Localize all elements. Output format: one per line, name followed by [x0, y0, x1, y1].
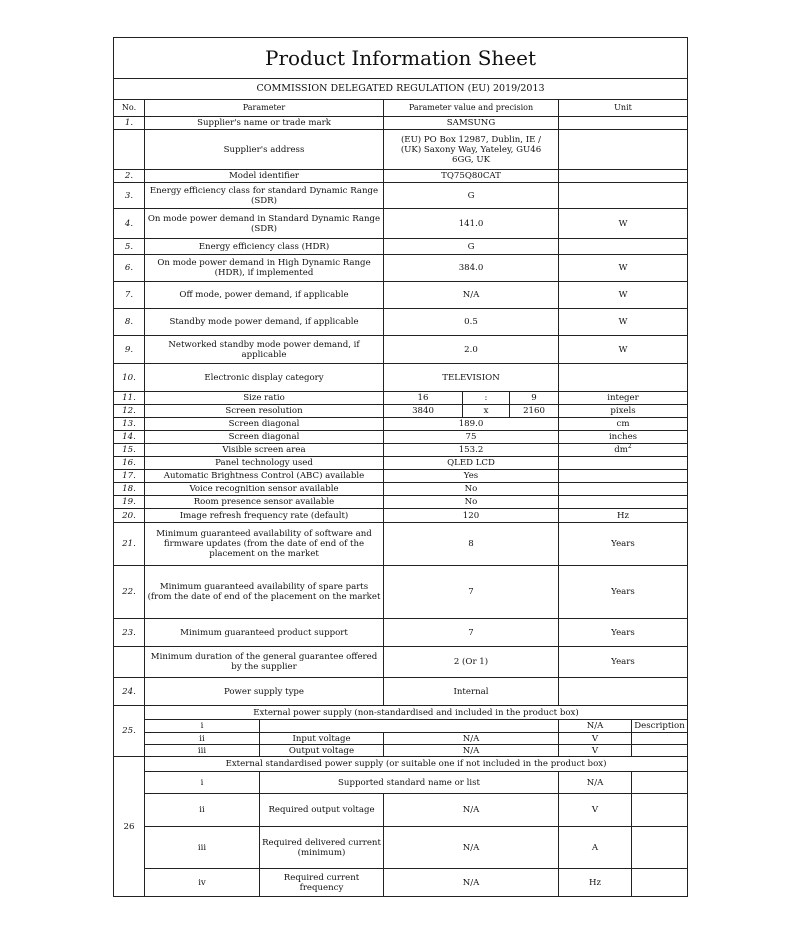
row-parameter: Image refresh frequency rate (default) [145, 509, 384, 523]
row-unit: pixels [559, 405, 688, 418]
sheet-title: Product Information Sheet [114, 38, 688, 79]
row-value: G [384, 239, 559, 255]
section-25-label: Input voltage [260, 733, 384, 745]
header-unit: Unit [559, 100, 688, 117]
section-25-label [260, 720, 559, 733]
row-parameter: On mode power demand in Standard Dynamic Range (SDR) [145, 209, 384, 239]
row-value: No [384, 496, 559, 509]
section-26-index: ii [145, 794, 260, 827]
row-unit [559, 130, 688, 170]
section-26-label: Supported standard name or list [260, 772, 559, 794]
row-parameter: Size ratio [145, 392, 384, 405]
row-value: TELEVISION [384, 364, 559, 392]
info-table [113, 37, 688, 897]
row-parameter: On mode power demand in High Dynamic Range (HDR), if implemented [145, 255, 384, 282]
row-no: 2. [114, 170, 145, 183]
row-parameter: Minimum guaranteed availability of spare parts (from the date of end of the placement on the market [145, 566, 384, 619]
row-no: 1. [114, 117, 145, 130]
header-value: Parameter value and precision [384, 100, 559, 117]
section-25-index: ii [145, 733, 260, 745]
section-26-value: N/A [384, 869, 559, 897]
section-25-extra [632, 733, 688, 745]
row-parameter: Off mode, power demand, if applicable [145, 282, 384, 309]
section-26-value: N/A [384, 827, 559, 869]
row-value: Internal [384, 678, 559, 706]
unit-superscript: 2 [627, 443, 632, 451]
section-26-no: 26 [114, 757, 145, 897]
row-parameter: Energy efficiency class (HDR) [145, 239, 384, 255]
row-unit: integer [559, 392, 688, 405]
row-parameter: Automatic Brightness Control (ABC) available [145, 470, 384, 483]
row-unit [559, 117, 688, 130]
row-no [114, 647, 145, 678]
section-26-label: Required output voltage [260, 794, 384, 827]
row-no: 21. [114, 523, 145, 566]
row-no: 10. [114, 364, 145, 392]
section-25-index: i [145, 720, 260, 733]
row-parameter: Screen diagonal [145, 418, 384, 431]
row-no: 11. [114, 392, 145, 405]
section-25-label: Output voltage [260, 745, 384, 757]
ratio-width: 16 [384, 392, 463, 405]
row-unit: W [559, 336, 688, 364]
row-no: 24. [114, 678, 145, 706]
row-no: 9. [114, 336, 145, 364]
section-26-extra [632, 794, 688, 827]
section-26-index: iii [145, 827, 260, 869]
row-value: 384.0 [384, 255, 559, 282]
row-parameter: Room presence sensor available [145, 496, 384, 509]
section-26-value: N/A [384, 794, 559, 827]
row-value: Yes [384, 470, 559, 483]
row-no: 16. [114, 457, 145, 470]
row-parameter: Minimum guaranteed product support [145, 619, 384, 647]
row-value: 75 [384, 431, 559, 444]
row-unit [559, 170, 688, 183]
section-26-unit: Hz [559, 869, 632, 897]
row-unit [559, 470, 688, 483]
row-no: 6. [114, 255, 145, 282]
row-value: G [384, 183, 559, 209]
section-26-heading: External standardised power supply (or suitable one if not included in the product box) [145, 757, 688, 772]
row-unit: Years [559, 566, 688, 619]
section-26-index: iv [145, 869, 260, 897]
row-value: SAMSUNG [384, 117, 559, 130]
row-no: 14. [114, 431, 145, 444]
unit-text: dm [614, 445, 628, 455]
row-value: 2 (Or 1) [384, 647, 559, 678]
row-no: 20. [114, 509, 145, 523]
row-unit: Hz [559, 509, 688, 523]
section-25-heading: External power supply (non-standardised and included in the product box) [145, 706, 688, 720]
row-value: No [384, 483, 559, 496]
row-unit: Years [559, 523, 688, 566]
row-value: 189.0 [384, 418, 559, 431]
section-26-unit: A [559, 827, 632, 869]
section-26-value: N/A [559, 772, 632, 794]
row-no: 5. [114, 239, 145, 255]
row-unit [559, 496, 688, 509]
row-unit: Years [559, 647, 688, 678]
row-no: 15. [114, 444, 145, 457]
section-25-no: 25. [114, 706, 145, 757]
row-no: 12. [114, 405, 145, 418]
row-unit: Years [559, 619, 688, 647]
row-value: 7 [384, 619, 559, 647]
row-parameter: Supplier's address [145, 130, 384, 170]
resolution-width: 3840 [384, 405, 463, 418]
row-parameter: Visible screen area [145, 444, 384, 457]
section-25-description: Description [632, 720, 688, 733]
section-25-value: N/A [559, 720, 632, 733]
section-25-extra [632, 745, 688, 757]
row-unit [559, 183, 688, 209]
row-value: (EU) PO Box 12987, Dublin, IE / (UK) Saxony Way, Yateley, GU46 6GG, UK [384, 130, 559, 170]
row-value: N/A [384, 282, 559, 309]
row-no: 7. [114, 282, 145, 309]
section-26-index: i [145, 772, 260, 794]
row-no: 13. [114, 418, 145, 431]
section-25-value: N/A [384, 733, 559, 745]
row-parameter: Screen resolution [145, 405, 384, 418]
row-parameter: Networked standby mode power demand, if applicable [145, 336, 384, 364]
section-25-unit: V [559, 733, 632, 745]
row-no: 8. [114, 309, 145, 336]
row-unit: W [559, 309, 688, 336]
ratio-height: 9 [510, 392, 559, 405]
ratio-separator: : [463, 392, 510, 405]
row-value: 120 [384, 509, 559, 523]
row-parameter: Panel technology used [145, 457, 384, 470]
section-26-extra [632, 869, 688, 897]
resolution-separator: x [463, 405, 510, 418]
section-25-index: iii [145, 745, 260, 757]
row-value: QLED LCD [384, 457, 559, 470]
row-value: 8 [384, 523, 559, 566]
section-26-extra [632, 772, 688, 794]
row-parameter: Electronic display category [145, 364, 384, 392]
resolution-height: 2160 [510, 405, 559, 418]
section-26-extra [632, 827, 688, 869]
regulation-heading: COMMISSION DELEGATED REGULATION (EU) 2019/2013 [114, 79, 688, 100]
row-parameter: Power supply type [145, 678, 384, 706]
row-unit [559, 483, 688, 496]
row-no: 17. [114, 470, 145, 483]
header-parameter: Parameter [145, 100, 384, 117]
row-value: 7 [384, 566, 559, 619]
row-unit [559, 239, 688, 255]
row-no: 3. [114, 183, 145, 209]
row-unit [559, 678, 688, 706]
row-unit: W [559, 255, 688, 282]
row-no: 23. [114, 619, 145, 647]
row-unit: W [559, 282, 688, 309]
row-value: 141.0 [384, 209, 559, 239]
row-parameter: Minimum duration of the general guarantee offered by the supplier [145, 647, 384, 678]
row-value: TQ75Q80CAT [384, 170, 559, 183]
row-unit [559, 457, 688, 470]
row-parameter: Voice recognition sensor available [145, 483, 384, 496]
row-unit [559, 444, 688, 457]
section-26-unit: V [559, 794, 632, 827]
section-26-label: Required delivered current (minimum) [260, 827, 384, 869]
row-value: 153.2 [384, 444, 559, 457]
section-25-unit: V [559, 745, 632, 757]
row-parameter: Screen diagonal [145, 431, 384, 444]
row-no [114, 130, 145, 170]
row-value: 0.5 [384, 309, 559, 336]
row-value: 2.0 [384, 336, 559, 364]
header-no: No. [114, 100, 145, 117]
row-unit: cm [559, 418, 688, 431]
row-no: 22. [114, 566, 145, 619]
section-26-label: Required current frequency [260, 869, 384, 897]
row-parameter: Minimum guaranteed availability of software and firmware updates (from the date of end of the placement on the market [145, 523, 384, 566]
row-unit: inches [559, 431, 688, 444]
row-parameter: Standby mode power demand, if applicable [145, 309, 384, 336]
product-information-sheet [113, 37, 687, 897]
row-parameter: Energy efficiency class for standard Dynamic Range (SDR) [145, 183, 384, 209]
row-no: 19. [114, 496, 145, 509]
section-25-value: N/A [384, 745, 559, 757]
row-unit [559, 364, 688, 392]
row-no: 4. [114, 209, 145, 239]
row-parameter: Model identifier [145, 170, 384, 183]
row-parameter: Supplier's name or trade mark [145, 117, 384, 130]
row-no: 18. [114, 483, 145, 496]
row-unit: W [559, 209, 688, 239]
